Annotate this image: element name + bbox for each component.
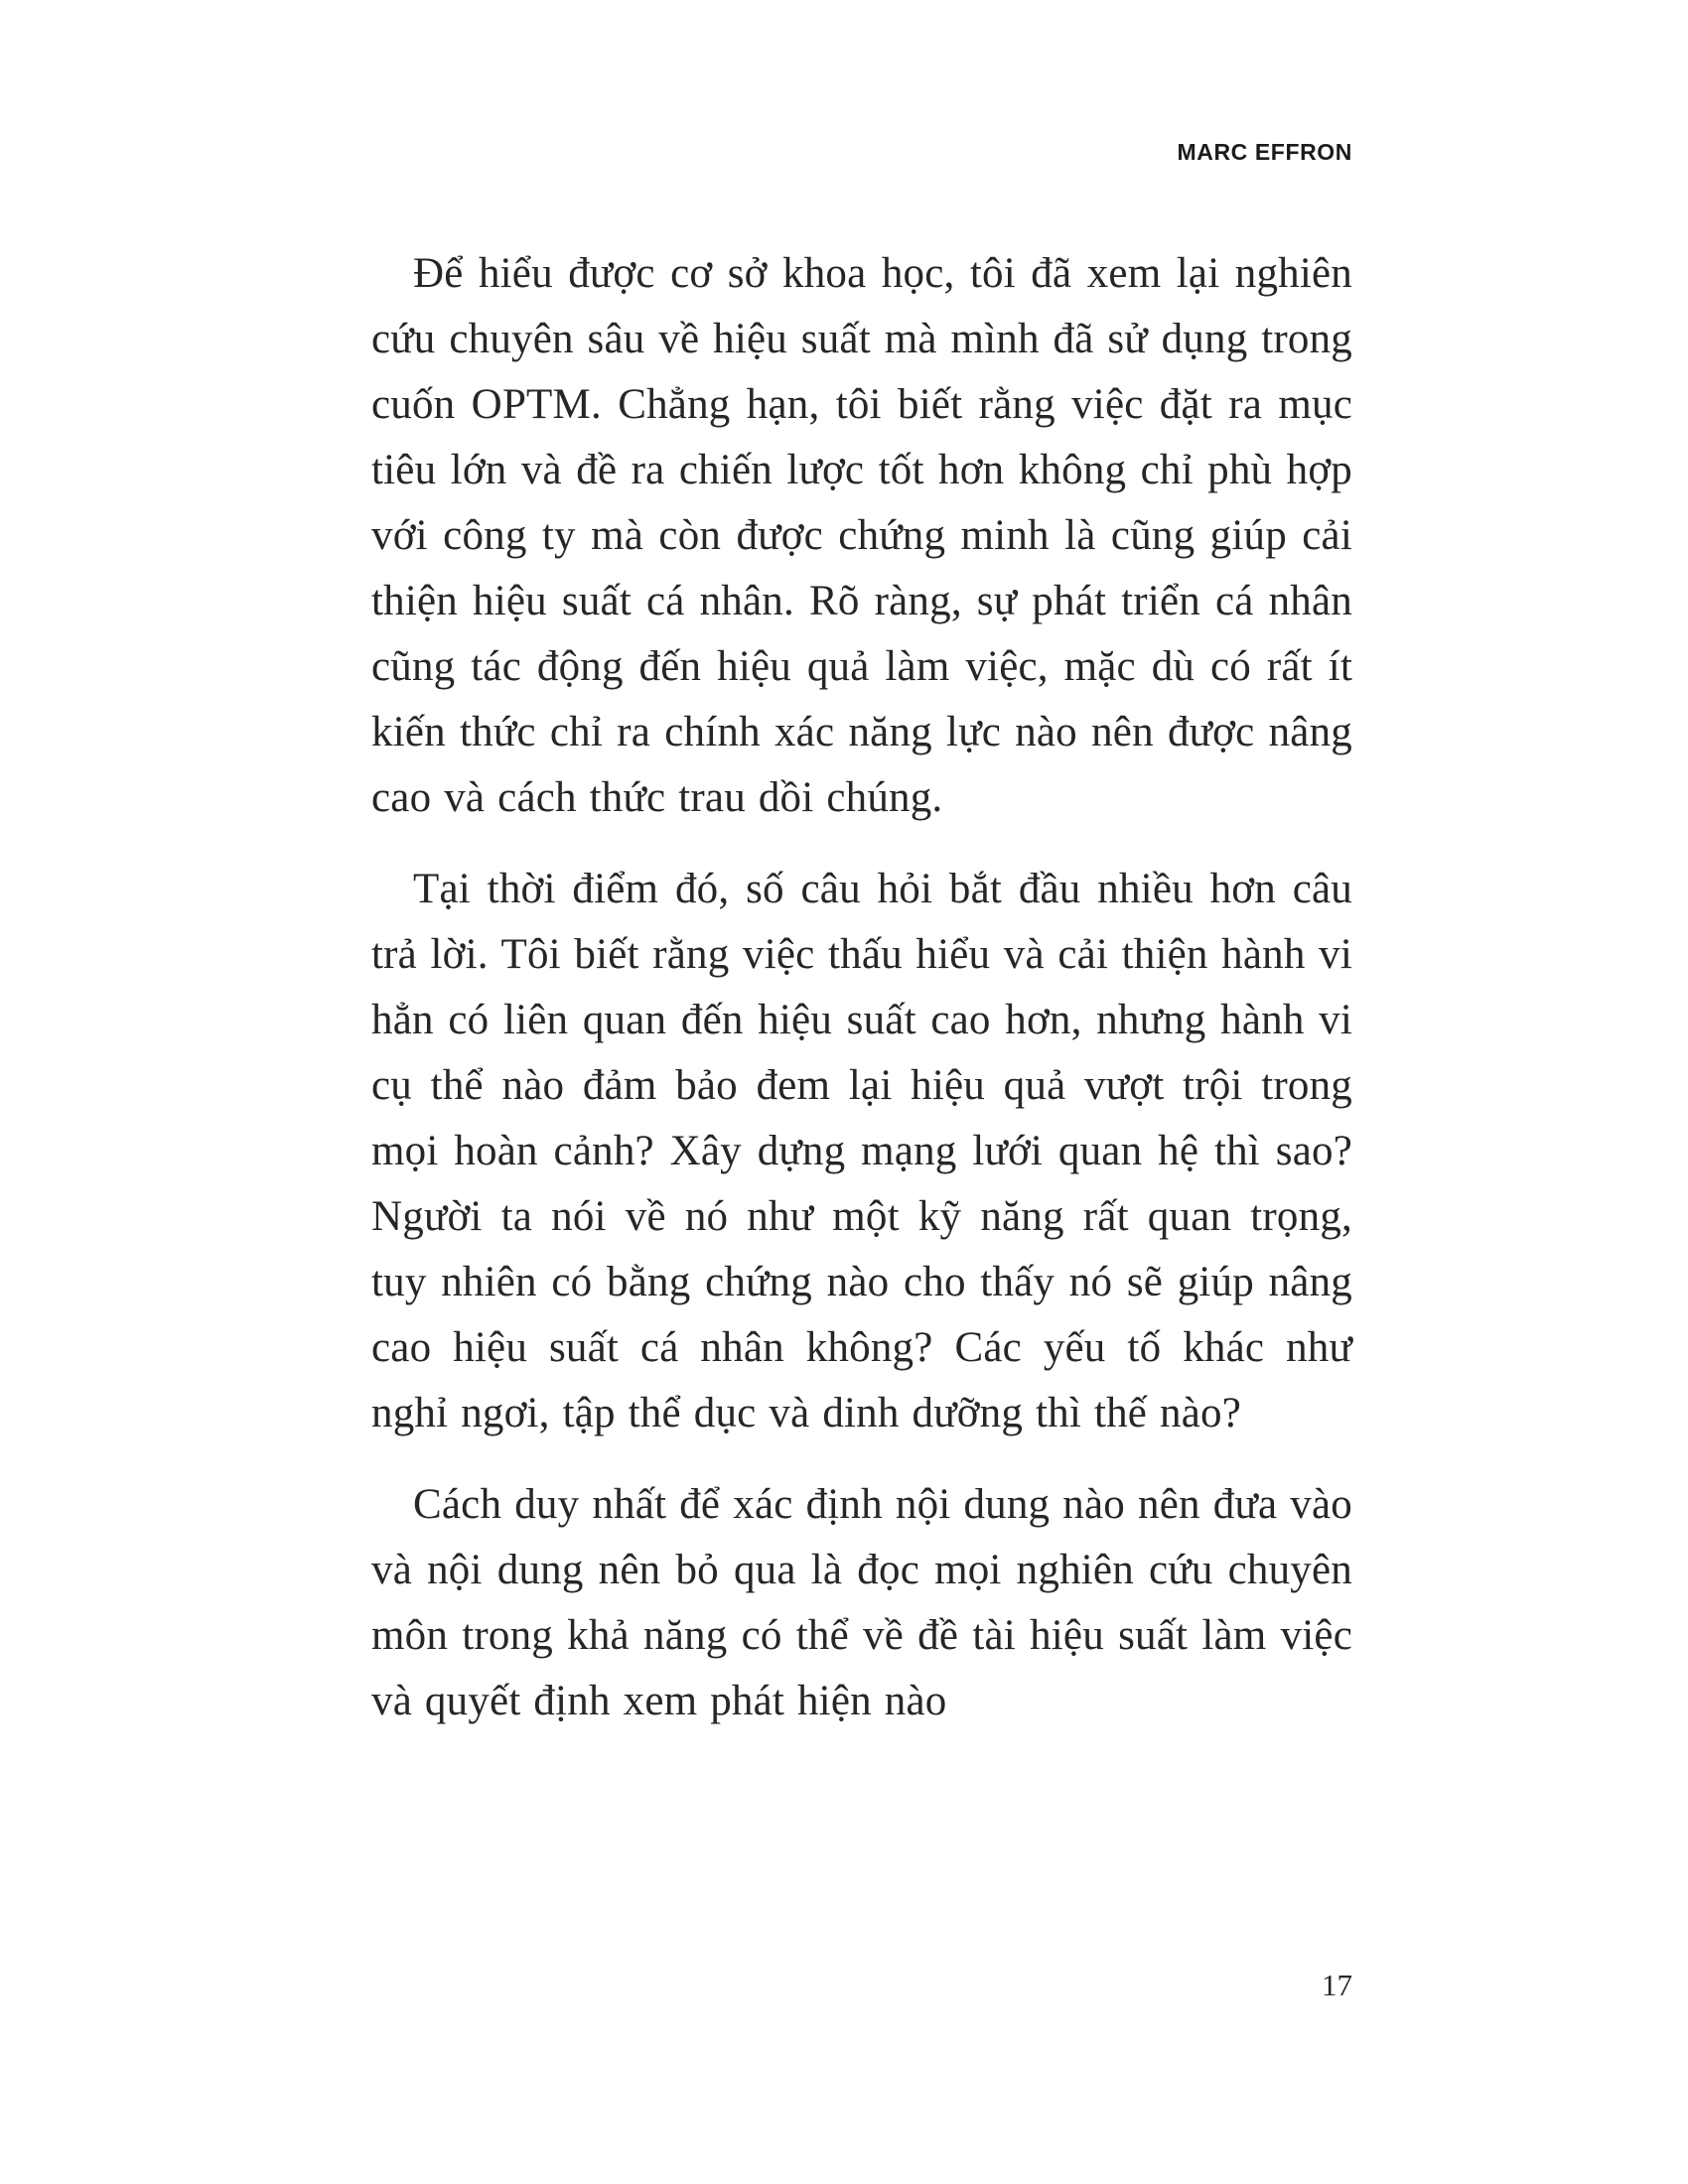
body-text: [371, 241, 1352, 1734]
paragraph-1: Để hiểu được cơ sở khoa học, tôi đã xem lại nghiên cứu chuyên sâu về hiệu suất mà mình đã sử dụng trong cuốn OPTM. Chẳng hạn, tôi biết rằng việc đặt ra mục tiêu lớn và đề ra chiến lược tốt hơn không chỉ phù hợp với công ty mà còn được chứng minh là cũng giúp cải thiện hiệu suất cá nhân. Rõ ràng, sự phát triển cá nhân cũng tác động đến hiệu quả làm việc, mặc dù có rất ít kiến thức chỉ ra chính xác năng lực nào nên được nâng cao và cách thức trau dồi chúng.: [371, 250, 1352, 821]
running-header: [371, 139, 1352, 166]
page-number: 17: [1322, 1968, 1352, 2002]
author-name: MARC EFFRON: [1177, 139, 1352, 165]
page-footer: [371, 1968, 1352, 2003]
paragraph-2: Tại thời điểm đó, số câu hỏi bắt đầu nhiều hơn câu trả lời. Tôi biết rằng việc thấu hiểu và cải thiện hành vi hẳn có liên quan đến hiệu suất cao hơn, nhưng hành vi cụ thể nào đảm bảo đem lại hiệu quả vượt trội trong mọi hoàn cảnh? Xây dựng mạng lưới quan hệ thì sao? Người ta nói về nó như một kỹ năng rất quan trọng, tuy nhiên có bằng chứng nào cho thấy nó sẽ giúp nâng cao hiệu suất cá nhân không? Các yếu tố khác như nghỉ ngơi, tập thể dục và dinh dưỡng thì thế nào?: [371, 866, 1352, 1436]
paragraph-3: Cách duy nhất để xác định nội dung nào nên đưa vào và nội dung nên bỏ qua là đọc mọi nghiên cứu chuyên môn trong khả năng có thể về đề tài hiệu suất làm việc và quyết định xem phát hiện nào: [371, 1481, 1352, 1724]
